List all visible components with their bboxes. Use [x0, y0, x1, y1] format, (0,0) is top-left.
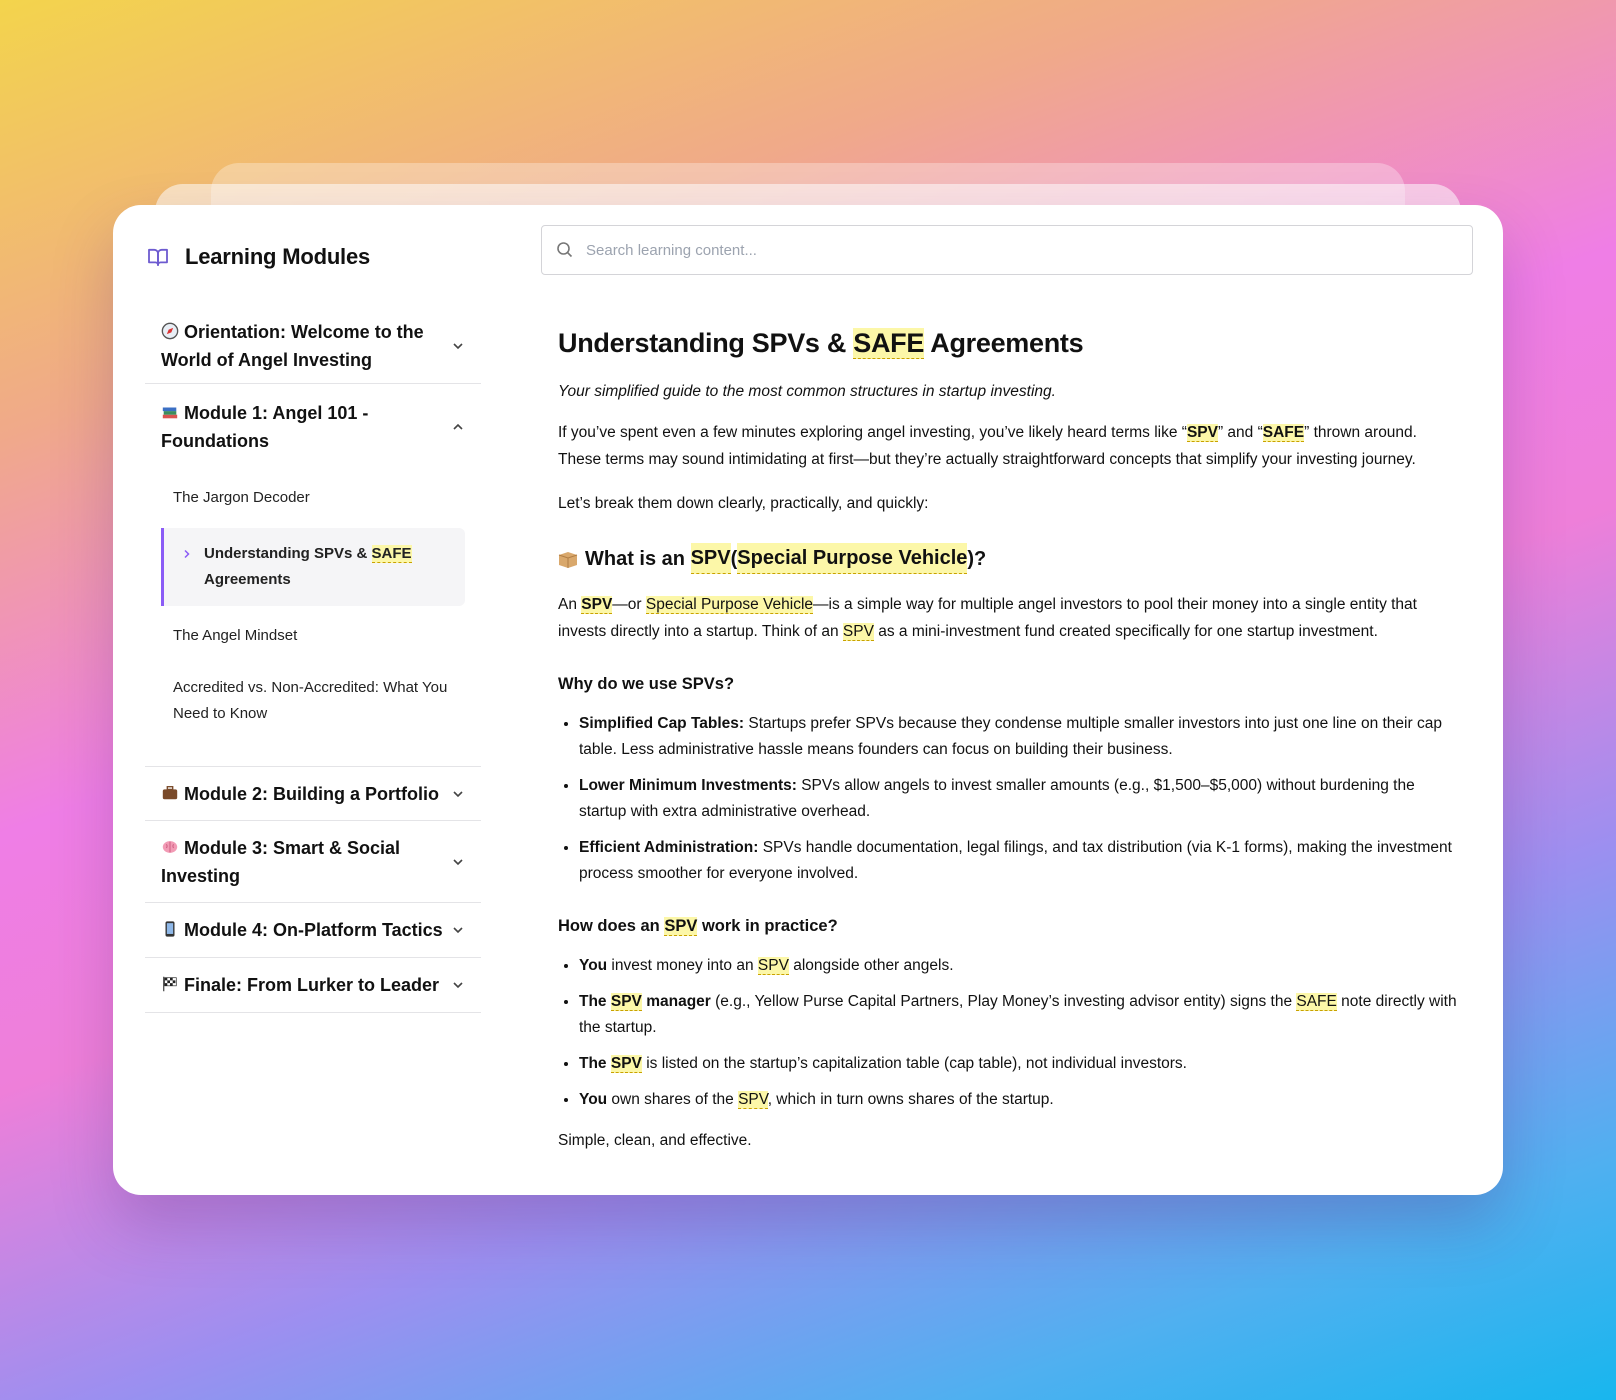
how-list [558, 953, 1458, 1113]
text: ” thrown around. These terms may sound intimidating at first—but they’re actually straightforward concepts that simplify your investing journey. [558, 424, 1417, 468]
glossary-term[interactable]: SAFE [1296, 993, 1337, 1010]
module-label: Finale: From Lurker to Leader [184, 975, 440, 995]
list-item [579, 1087, 1458, 1113]
module-header[interactable] [145, 903, 481, 957]
module-finale [145, 958, 481, 1013]
bullet-label: Simplified Cap Tables: [579, 715, 745, 732]
glossary-term[interactable]: SPV [691, 543, 731, 574]
module-title [161, 971, 439, 999]
text: (e.g., Yellow Purse Capital Partners, Play Money’s investing advisor entity) signs the [710, 993, 1297, 1010]
briefcase-icon [161, 784, 179, 802]
heading-text: )? [967, 547, 987, 570]
text: —or [612, 596, 646, 613]
module-header[interactable] [145, 309, 481, 383]
lesson-label [204, 541, 453, 593]
module-header[interactable] [145, 958, 481, 1012]
list-item [579, 711, 1458, 763]
glossary-term[interactable]: Special Purpose Vehicle [645, 596, 814, 613]
glossary-term[interactable]: SAFE [371, 545, 412, 562]
text: as a mini-investment fund created specifically for one startup investment. [873, 623, 1378, 640]
text: An [558, 596, 582, 613]
glossary-term[interactable]: SPV [610, 993, 642, 1010]
module-label: Module 2: Building a Portfolio [184, 783, 439, 804]
glossary-term[interactable]: SAFE [1262, 424, 1305, 441]
chevron-down-icon [451, 339, 465, 353]
module-title [161, 780, 439, 808]
bullet-label: You [579, 957, 608, 974]
module-3 [145, 821, 481, 903]
module-header[interactable] [145, 384, 481, 466]
chevron-up-icon [451, 420, 465, 434]
spv-definition [558, 591, 1458, 645]
why-heading: Why do we use SPVs? [558, 675, 735, 693]
intro-paragraph [558, 419, 1458, 473]
bullet-text: SPVs handle documentation, legal filings, and tax distribution (via K-1 forms), making the investment process smoother for everyone involved. [579, 839, 1452, 882]
text: If you’ve spent even a few minutes exploring angel investing, you’ve likely heard terms like “ [558, 424, 1187, 441]
module-title [161, 318, 451, 374]
lesson-item-active[interactable] [161, 528, 465, 606]
glossary-term[interactable]: SPV [738, 1091, 768, 1108]
module-orientation [145, 309, 481, 384]
heading-text: What is an [585, 547, 686, 570]
text: invest money into an [607, 957, 758, 974]
bullet-label: Lower Minimum Investments: [579, 777, 797, 794]
bullet-text: SPVs allow angels to invest smaller amounts (e.g., $1,500–$5,000) without burdening the startup with extra administrative overhead. [579, 777, 1415, 820]
module-2 [145, 767, 481, 821]
compass-icon [161, 322, 179, 340]
lesson-label-text: Understanding SPVs & [204, 545, 372, 562]
app-window [113, 205, 1503, 1195]
module-header[interactable] [145, 767, 481, 820]
sidebar-header [145, 205, 481, 309]
lesson-item[interactable]: The Angel Mindset [173, 627, 298, 644]
chevron-down-icon [451, 923, 465, 937]
module-1 [145, 384, 481, 767]
glossary-term[interactable]: SPV [664, 917, 698, 935]
lesson-item[interactable]: The Jargon Decoder [173, 489, 310, 506]
glossary-term[interactable]: SPV [757, 957, 789, 974]
text: note directly with the startup. [579, 993, 1457, 1036]
glossary-term[interactable]: SPV [581, 596, 613, 613]
module-header[interactable] [145, 821, 481, 902]
title-text: Understanding SPVs & [558, 328, 854, 358]
module-label: Module 4: On-Platform Tactics [184, 920, 443, 940]
bullet-label: Efficient Administration: [579, 839, 759, 856]
lesson-item[interactable]: Accredited vs. Non-Accredited: What You Need to Know [173, 679, 448, 722]
glossary-term[interactable]: SAFE [853, 328, 925, 358]
list-item [579, 953, 1458, 979]
glossary-term[interactable]: SPV [610, 1055, 642, 1072]
chevron-right-icon [182, 549, 192, 559]
page-subtitle: Your simplified guide to the most common structures in startup investing. [558, 383, 1056, 400]
section-heading-spv [558, 543, 1458, 574]
text: alongside other angels. [788, 957, 954, 974]
list-item [579, 773, 1458, 825]
package-icon [558, 550, 578, 568]
breakdown-paragraph: Let’s break them down clearly, practically, and quickly: [558, 495, 929, 512]
bullet-text: Startups prefer SPVs because they condense multiple smaller investors into just one line on their cap table. Less administrative hassle means founders can focus on building their business. [579, 715, 1442, 758]
brain-icon [161, 838, 179, 856]
how-heading [558, 913, 1458, 939]
search-input[interactable] [586, 242, 1446, 259]
text: ” and “ [1217, 424, 1263, 441]
glossary-term[interactable]: Special Purpose Vehicle [737, 543, 967, 574]
text: , which in turn owns shares of the startup. [767, 1091, 1054, 1108]
module-4 [145, 903, 481, 958]
text: is listed on the startup’s capitalization table (cap table), not individual investors. [641, 1055, 1187, 1072]
page-title [558, 325, 1458, 361]
text: own shares of the [607, 1091, 739, 1108]
search-bar[interactable] [541, 225, 1473, 275]
title-text: Agreements [924, 328, 1084, 358]
module-label: Module 1: Angel 101 - Foundations [161, 403, 369, 451]
list-item [579, 1051, 1458, 1077]
module-title [161, 399, 451, 455]
text: The [579, 1055, 611, 1072]
heading-text: work in practice? [697, 917, 838, 935]
heading-text: ( [730, 547, 738, 570]
closing-paragraph: Simple, clean, and effective. [558, 1132, 752, 1149]
list-item [579, 989, 1458, 1041]
glossary-term[interactable]: SPV [1186, 424, 1218, 441]
text: The [579, 993, 611, 1010]
bullet-label [579, 993, 711, 1011]
list-item [579, 835, 1458, 887]
chevron-down-icon [451, 787, 465, 801]
sidebar [145, 205, 481, 1195]
checkered-flag-icon [161, 975, 179, 993]
bullet-label [579, 1055, 642, 1073]
glossary-term[interactable]: SPV [842, 623, 874, 640]
module-label: Orientation: Welcome to the World of Angel Investing [161, 322, 424, 370]
books-icon [161, 403, 179, 421]
module-label: Module 3: Smart & Social Investing [161, 837, 401, 886]
module-title [161, 916, 443, 944]
text: —is a simple way for multiple angel investors to pool their money into a single entity that invests directly into a startup. Think of an [558, 596, 1417, 640]
bullet-label: You [579, 1091, 608, 1108]
search-icon [556, 241, 574, 259]
mobile-phone-icon [161, 920, 179, 938]
module-items [145, 466, 481, 766]
chevron-down-icon [451, 978, 465, 992]
main-content [541, 205, 1503, 1195]
module-title [161, 834, 451, 890]
book-open-icon [147, 248, 169, 266]
text: manager [641, 993, 711, 1010]
chevron-down-icon [451, 855, 465, 869]
sidebar-title: Learning Modules [185, 244, 371, 269]
why-list [558, 711, 1458, 887]
article [558, 325, 1458, 1171]
heading-text: How does an [558, 917, 665, 935]
lesson-label-text: Agreements [204, 571, 291, 588]
